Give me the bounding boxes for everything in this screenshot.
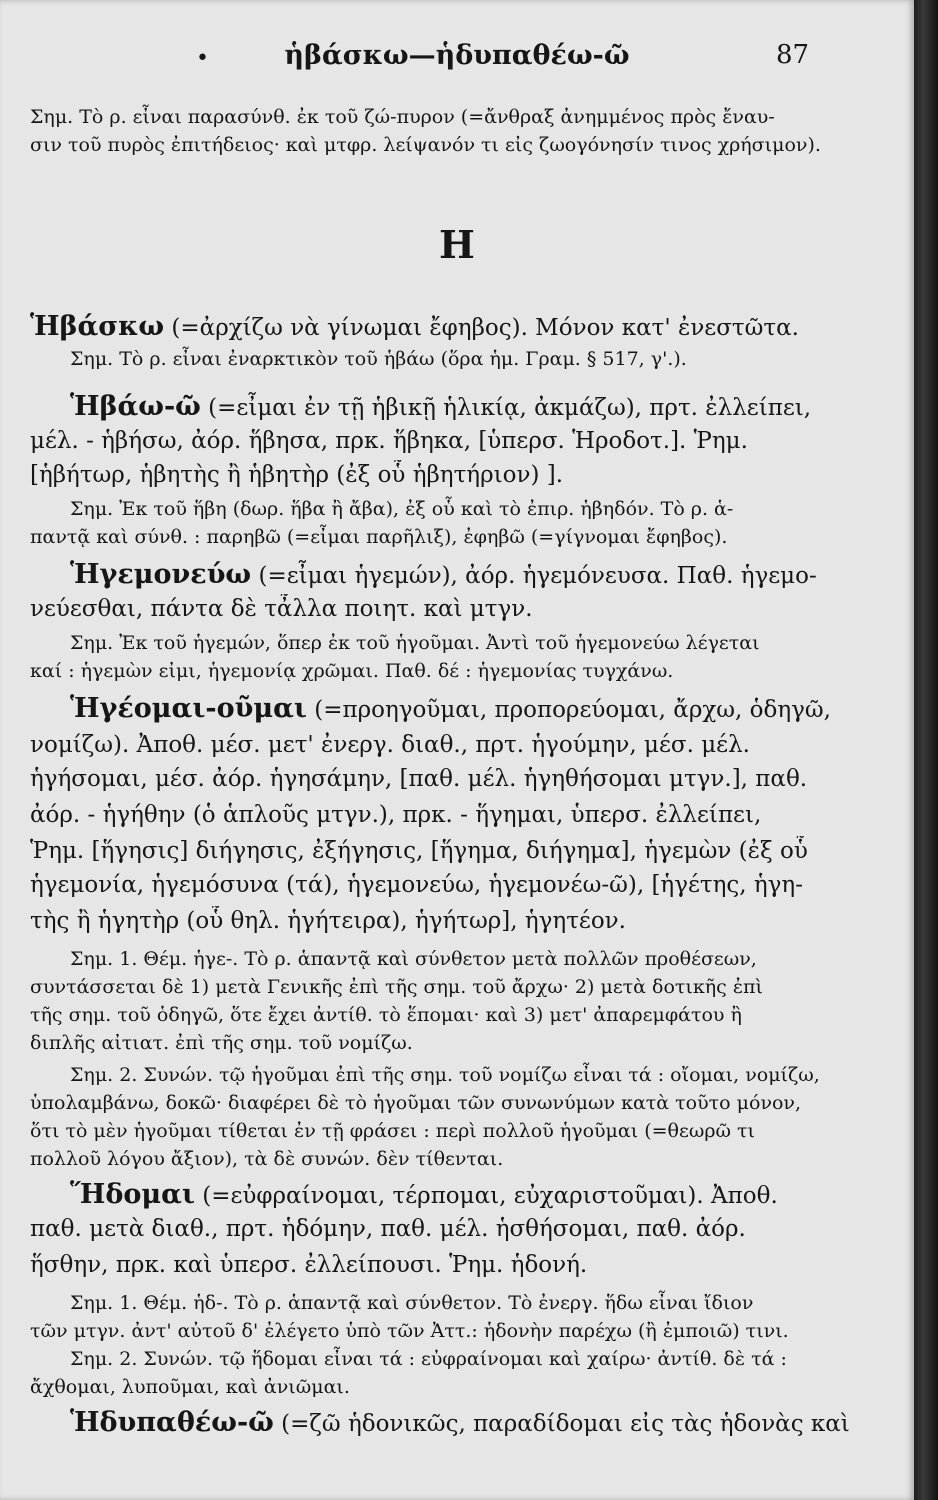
- line-text: Σημ. Τὸ ρ. εἶναι ἐναρκτικὸν τοῦ ἡβάω (ὅρα ἡμ. Γραμ. § 517, γ'.).: [70, 348, 687, 370]
- line-text: Σημ. Ἐκ τοῦ ἡγεμών, ὅπερ ἐκ τοῦ ἡγοῦμαι. Ἀντὶ τοῦ ἡγεμονεύω λέγεται: [70, 632, 760, 654]
- line-text: (=προηγοῦμαι, προπορεύομαι, ἄρχω, ὁδηγῶ,: [306, 697, 831, 723]
- line-text: πολλοῦ λόγου ἄξιον), τὰ δὲ συνών. δὲν τίθενται.: [30, 1148, 504, 1170]
- line-text: καί : ἡγεμὼν εἰμι, ἡγεμονίᾳ χρῶμαι. Παθ. δέ : ἡγεμονίας τυγχάνω.: [30, 660, 674, 682]
- note-line: [30, 1374, 870, 1400]
- line-text: παθ. μετὰ διαθ., πρτ. ἡδόμην, παθ. μέλ. ἡσθήσομαι, παθ. ἀόρ.: [30, 1216, 746, 1242]
- line-text: (=ἀρχίζω νὰ γίνωμαι ἔφηβος). Μόνον κατ' ἐνεστῶτα.: [164, 315, 799, 341]
- note-line: [30, 974, 870, 1000]
- note-line: [30, 1146, 870, 1172]
- entry-line: [30, 1180, 870, 1211]
- note-line: [30, 658, 870, 684]
- text-line: [30, 730, 870, 760]
- line-text: νομίζω). Ἀποθ. μέσ. μετ' ἐνεργ. διαθ., πρτ. ἡγούμην, μέσ. μέλ.: [30, 732, 750, 758]
- text-line: [30, 1250, 870, 1280]
- line-text: (=εἶμαι ἐν τῇ ἡβικῇ ἡλικίᾳ, ἀκμάζω), πρτ. ἐλλείπει,: [200, 395, 812, 421]
- line-text: τῶν μτγν. ἀντ' αὐτοῦ δ' ἐλέγετο ὑπὸ τῶν Ἀττ.: ἡδονὴν παρέχω (ἢ ἐμποιῶ) τινι.: [30, 1320, 789, 1342]
- line-text: σιν τοῦ πυρὸς ἐπιτήδειος· καὶ μτφρ. λείψανόν τι εἰς ζωογόνησίν τινος χρήσιμον).: [30, 134, 821, 156]
- entry-line: [30, 1408, 870, 1439]
- header-bullet: •: [196, 46, 209, 71]
- line-text: μέλ. - ἡβήσω, ἀόρ. ἥβησα, πρκ. ἥβηκα, [ὑπερσ. Ἡροδοτ.]. Ῥημ.: [30, 428, 748, 454]
- note-line: [30, 1030, 870, 1056]
- line-text: διπλῆς αἰτιατ. ἐπὶ τῆς σημ. τοῦ νομίζω.: [30, 1032, 413, 1054]
- line-text: Σημ. Ἐκ τοῦ ἥβη (δωρ. ἥβα ἢ ἄβα), ἐξ οὗ καὶ τὸ ἐπιρ. ἡβηδόν. Τὸ ρ. ἁ-: [70, 498, 734, 520]
- section-letter: Η: [439, 222, 475, 267]
- entry-headword: Ἥδομαι: [70, 1180, 195, 1210]
- line-text: νεύεσθαι, πάντα δὲ τἆλλα ποιητ. καὶ μτγν.: [30, 596, 533, 622]
- line-text: ὑπολαμβάνω, δοκῶ· διαφέρει δὲ τὸ ἡγοῦμαι τῶν συνωνύμων κατὰ τοῦτο μόνον,: [30, 1092, 802, 1114]
- line-text: (=εὐφραίνομαι, τέρπομαι, εὐχαριστοῦμαι). Ἀποθ.: [194, 1183, 778, 1209]
- line-text: Σημ. 2. Συνών. τῷ ἡγοῦμαι ἐπὶ τῆς σημ. τοῦ νομίζω εἶναι τά : οἴομαι, νομίζω,: [70, 1064, 820, 1086]
- note-line: [30, 496, 870, 522]
- text-line: [30, 1214, 870, 1244]
- text-line: [30, 426, 870, 456]
- text-line: [30, 870, 870, 900]
- line-text: ἀόρ. - ἡγήθην (ὁ ἁπλοῦς μτγν.), πρκ. - ἥγημαι, ὑπερσ. ἐλλείπει,: [30, 802, 762, 828]
- note-line: [30, 630, 870, 656]
- text-line: [30, 906, 870, 936]
- text-line: [30, 800, 870, 830]
- note-line: [30, 1002, 870, 1028]
- line-text: ἥσθην, πρκ. καὶ ὑπερσ. ἐλλείπουσι. Ῥημ. ἡδονή.: [30, 1252, 588, 1278]
- note-line: [30, 1090, 870, 1116]
- text-line: [30, 594, 870, 624]
- line-text: Σημ. 1. Θέμ. ἡδ-. Τὸ ρ. ἁπαντᾷ καὶ σύνθετον. Τὸ ἐνεργ. ἥδω εἶναι ἴδιον: [70, 1292, 754, 1314]
- line-text: [ἡβήτωρ, ἡβητὴς ἢ ἡβητὴρ (ἐξ οὗ ἡβητήριον) ].: [30, 462, 564, 488]
- entry-headword: Ἡγεμονεύω: [70, 560, 252, 590]
- entry-headword: Ἡβάω-ῶ: [70, 392, 201, 422]
- text-line: [30, 460, 870, 490]
- note-line: [30, 1318, 870, 1344]
- line-text: ἄχθομαι, λυποῦμαι, καὶ ἀνιῶμαι.: [30, 1376, 350, 1398]
- note-line: [30, 132, 870, 158]
- note-line: [30, 104, 870, 130]
- line-text: Σημ. 1. Θέμ. ἡγε-. Τὸ ρ. ἁπαντᾷ καὶ σύνθετον μετὰ πολλῶν προθέσεων,: [70, 948, 757, 970]
- note-line: [30, 946, 870, 972]
- line-text: ἡγεμονία, ἡγεμόσυνα (τά), ἡγεμονεύω, ἡγεμονέω-ῶ), [ἡγέτης, ἡγη-: [30, 872, 803, 898]
- line-text: παντᾷ καὶ σύνθ. : παρηβῶ (=εἶμαι παρῆλιξ), ἐφηβῶ (=γίγνομαι ἔφηβος).: [30, 526, 728, 548]
- line-text: τῆς σημ. τοῦ ὁδηγῶ, ὅτε ἔχει ἀντίθ. τὸ ἕπομαι· καὶ 3) μετ' ἀπαρεμφάτου ἢ: [30, 1004, 742, 1026]
- line-text: ὅτι τὸ μὲν ἡγοῦμαι τίθεται ἐν τῇ φράσει : περὶ πολλοῦ ἡγοῦμαι (=θεωρῶ τι: [30, 1120, 755, 1142]
- line-text: Ῥημ. [ἥγησις] διήγησις, ἐξήγησις, [ἥγημα, διήγημα], ἡγεμὼν (ἐξ οὗ: [30, 838, 808, 864]
- line-text: (=εἶμαι ἡγεμών), ἀόρ. ἡγεμόνευσα. Παθ. ἡγεμο-: [251, 563, 817, 589]
- entry-line: [30, 694, 870, 725]
- entry-line: [30, 392, 870, 423]
- text-line: [30, 764, 870, 794]
- line-text: (=ζῶ ἡδονικῶς, παραδίδομαι εἰς τὰς ἡδονὰς καὶ: [273, 1411, 850, 1437]
- line-text: Σημ. 2. Συνών. τῷ ἥδομαι εἶναι τά : εὐφραίνομαι καὶ χαίρω· ἀντίθ. δὲ τά :: [70, 1348, 787, 1370]
- entry-headword: Ἡδυπαθέω-ῶ: [70, 1408, 274, 1438]
- line-text: ἡγήσομαι, μέσ. ἀόρ. ἡγησάμην, [παθ. μέλ. ἡγηθήσομαι μτγν.], παθ.: [30, 766, 808, 792]
- note-line: [30, 1346, 870, 1372]
- line-text: Σημ. Τὸ ρ. εἶναι παρασύνθ. ἐκ τοῦ ζώ-πυρον (=ἄνθραξ ἀνημμένος πρὸς ἔναυ-: [30, 106, 775, 128]
- entry-headword: Ἡγέομαι-οῦμαι: [70, 694, 307, 724]
- line-text: τὴς ἢ ἡγητὴρ (οὗ θηλ. ἡγήτειρα), ἡγήτωρ], ἡγητέον.: [30, 908, 626, 934]
- note-line: [30, 1290, 870, 1316]
- note-line: [30, 524, 870, 550]
- note-line: [30, 1062, 870, 1088]
- line-text: συντάσσεται δὲ 1) μετὰ Γενικῆς ἐπὶ τῆς σημ. τοῦ ἄρχω· 2) μετὰ δοτικῆς ἐπὶ: [30, 976, 763, 998]
- entry-line: [30, 560, 870, 591]
- page-edge: [914, 0, 938, 1500]
- entry-line: [30, 312, 870, 343]
- note-line: [30, 1118, 870, 1144]
- running-header-title: ἡβάσκω—ἡδυπαθέω-ῶ: [284, 40, 630, 71]
- page-number: 87: [776, 40, 810, 70]
- text-line: [30, 836, 870, 866]
- entry-headword: Ἡβάσκω: [30, 312, 165, 342]
- note-line: [30, 346, 870, 372]
